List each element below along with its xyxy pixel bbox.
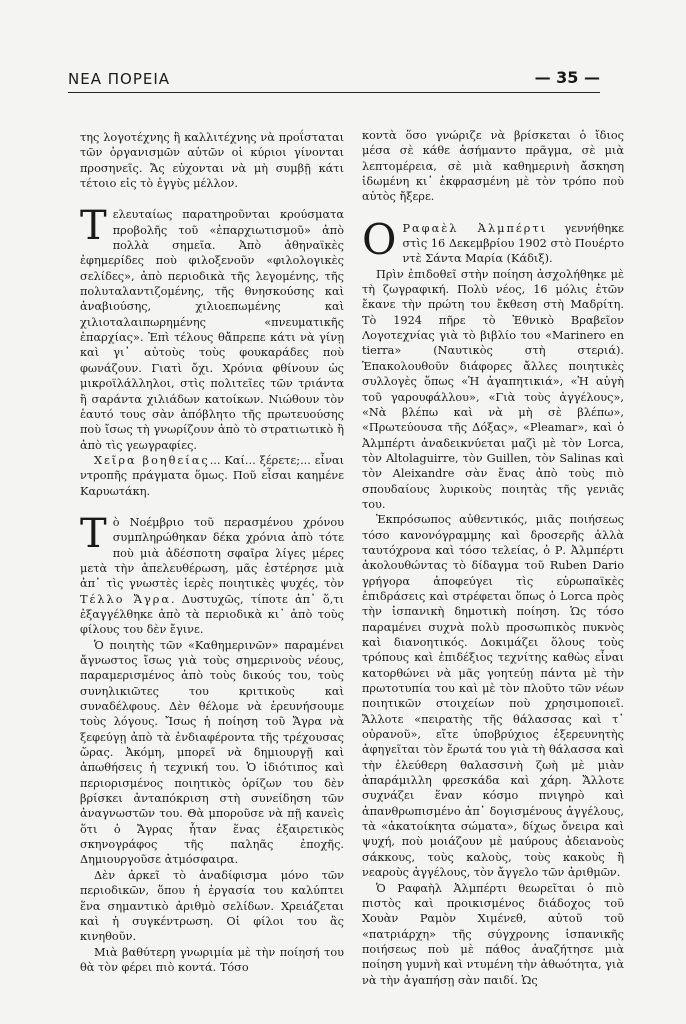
page-header	[68, 64, 600, 92]
spaced-name: Τέλλο Ἄγρα	[80, 592, 172, 606]
journal-title: ΝΕΑ ΠΟΡΕΙΑ	[68, 70, 171, 88]
paragraph	[80, 510, 344, 638]
spaced-name: Ραφαὲλ Ἀλμπέρτι	[402, 221, 548, 235]
paragraph: κοντὰ ὅσο γνώριζε νὰ βρίσκεται ὁ ἴδιος μέσα σὲ κάθε ἀσήμαντο πρᾶγμα, σὲ μιὰ λεπτομέρεια, σὲ μιὰ καθημερινὴ ἄσκηση ἰδωμένη κι᾿ ἐκφρασμένη μὲ τὸν τρόπο ποὺ αὐτὸς ἤξερε.	[362, 129, 624, 204]
spaced-phrase: Χεῖρα βοηθείας	[94, 453, 210, 467]
left-column	[80, 130, 344, 975]
paragraph	[362, 214, 624, 267]
paragraph: Ὁ Ραφαὴλ Ἀλμπέρτι θεωρεῖται ὁ πιὸ πιστὸς καὶ προικισμένος διάδοχος τοῦ Χουὰν Ραμὸν Χιμένεθ, αὐτοῦ τοῦ «πατριάρχη» τῆς σύγχρονης ἱσπανικῆς ποιήσεως ποὺ μὲ πάθος ἀναζήτησε μιὰ ποίηση γυμνὴ καὶ ντυμένη τὴν ἀθωότητα, γιὰ νὰ τὴν ἀγαπήσῃ σὰν παιδί. Ὡς	[362, 881, 624, 987]
paragraph	[80, 203, 344, 453]
paragraph-text: γεννήθηκε στὶς 16 Δεκεμβρίου 1902 στὸ Πουέρτο ντὲ Σάντα Μαρία (Κάδιξ).	[402, 221, 624, 266]
paragraph-text: . Δυστυχῶς, τίποτε ἀπ᾿ ὅ,τι ἐξαγγέλθηκε ἀπὸ τὰ περιοδικὰ κι᾿ ἀπὸ τοὺς φίλους του δὲν ἔγινε.	[80, 592, 344, 637]
drop-cap: Ο	[362, 214, 397, 264]
drop-cap: Τ	[80, 203, 107, 250]
paragraph: της λογοτέχνης ἢ καλλιτέχνης νὰ προΐσταται τῶν ὀργανισμῶν αὐτῶν οἱ κύριοι γίνονται προσηνεῖς. Ἄς εὐχονται νὰ μὴ συμβῇ κάτι τέτοιο εἰς τὸ ἐγγὺς μέλλον.	[80, 131, 344, 191]
paragraph: Ὁ ποιητὴς τῶν «Καθημερινῶν» παραμένει ἄγνωστος ἴσως γιὰ τοὺς σημερινοὺς νέους, παραμερισμένος ἀπὸ τοὺς δικούς του, τοὺς συνηλικιῶτες του κριτικοὺς καὶ συναδέλφους. Δὲν θέλομε νὰ ἐρευνήσουμε τοὺς λόγους. Ἴσως ἡ ποίηση τοῦ Ἄγρα νὰ ξεφεύγῃ ἀπὸ τὰ ἐνδιαφέροντα τῆς τρέχουσας ὥρας. Ἀκόμη, μπορεῖ νὰ δημιουργῇ καὶ ἀπωθήσεις ἡ τεχνική του. Ὁ ἰδιότιπος καὶ περιορισμένος ποιητικὸς ὁρίζων του δὲν βρίσκει ἀνταπόκριση στὴ συνείδηση τῶν ἀναγνωστῶν του. Θὰ μποροῦσε νὰ πῇ κανεὶς ὅτι ὁ Ἄγρας ἦταν ἕνας ἐξαιρετικὸς σκηνογράφος τῆς παληᾶς ἐποχῆς. Δημιουργοῦσε ἀτμόσφαιρα.	[80, 638, 344, 867]
header-rule	[68, 92, 600, 93]
paragraph-text: ὸ Νοέμβριο τοῦ περασμένου χρόνου συμπληρώθηκαν δέκα χρόνια ἀπὸ τότε ποὺ μιὰ ἀδέσποτη σφαῖρα λίγες μέρες μετὰ τὴν ἀπελευθέρωση, μᾶς ἐστέρησε μιὰ ἀπ᾿ τὶς γνωστὲς ἱερὲς ποιητικὲς ψυχές, τὸν	[80, 515, 344, 591]
right-column	[362, 128, 624, 988]
paragraph: Δὲν ἀρκεῖ τὸ ἀναδίφισμα μόνο τῶν περιοδικῶν, ὅπου ἡ ἐργασία του καλύπτει ἕνα σημαντικὸ ἀριθμὸ σελίδων. Χρειάζεται καὶ ἡ συγκέντρωση. Οἱ φίλοι του ἂς κινηθοῦν.	[80, 868, 344, 944]
paragraph: Ἐκπρόσωπος αὐθεντικός, μιᾶς ποιήσεως τόσο κανονόγραμμης καὶ δροσερῆς ἀλλὰ ταυτόχρονα καὶ τόσο τελείας, ὁ Ρ. Ἀλμπέρτι ἀκολουθώντας τὸ δίδαγμα τοῦ Ruben Dario γρήγορα ἀποφεύγει τὶς εὐρωπαϊκὲς ἐπιδράσεις καὶ στρέφεται ὅπως ὁ Lorca πρὸς τὴν ἱσπανικὴ δημοτικὴ ποίηση. Ὡς τόσο παραμένει συχνὰ πολὺ προσωπικὸς πυκνὸς καὶ διανοητικός. Δοκιμάζει ὅλους τοὺς τρόπους καὶ ἐπιδέξιος τεχνίτης καθὼς εἶναι κατορθώνει νὰ μᾶς γοητεύῃ πάντα μὲ τὴν πρωτοτυπία του καὶ μὲ τὸν πλοῦτο τῶν νέων ποιητικῶν στοιχείων ποὺ χρησιμοποιεῖ. Ἄλλοτε «πειρατὴς τῆς θάλασσας καὶ τ᾿ οὐρανοῦ», εἴτε ὑποβρύχιος ἐξερευνητὴς ἀφηγεῖται τὸν ἔρωτά του γιὰ τὴ θάλασσα καὶ τὴν ἐλεύθερη θαλασσινὴ ζωὴ μὲ μιὰν ἀπαράμιλλη φρεσκάδα καὶ χάρη. Ἄλλοτε συχνάζει ἕναν κόσμο πνιγηρὸ καὶ ἀπανθρωπισμένο ἀπ᾿ δογισμένους ἀγγέλους, τὰ «ἀκατοίκητα σώματα», δίχως ὄνειρα καὶ ψυχή, ποὺ μοιάζουν μὲ μαύρους ἀδειανοὺς σάκκους, τοὺς καλοὺς, τοὺς κακοὺς ἢ νεαροὺς ἀγγέλους, τὸν ἄγγελο τῶν ἀριθμῶν.	[362, 513, 624, 880]
paragraph: Μιὰ βαθύτερη γνωριμία μὲ τὴν ποίησή του θὰ τὸν φέρει πιὸ κοντά. Τόσο	[80, 945, 344, 974]
drop-cap: Τ	[80, 510, 107, 557]
paragraph	[80, 453, 344, 499]
paragraph-text: ελευταίως παρατηροῦνται κρούσματα προβολῆς τοῦ «ἐπαρχιωτισμοῦ» ἀπὸ πολλὰ σημεῖα. Ἀπὸ ἀθηναϊκὲς ἐφημερίδες ποὺ φιλοξενοῦν «φιλολογικὲς σελίδες», ἀπὸ περιοδικὰ τῆς λεγομένης, τῆς πολυταλαντιζομένης, τῆς θνησκούσης καὶ ἀναβιούσης, χιλιοεπωμένης καὶ χιλιοταλαιπωρημένης «πνευματικῆς ἐπαρχίας». Ἐπὶ τέλους θἄπρεπε κάτι νὰ γίνῃ καὶ γι᾿ αὐτοὺς τοὺς φουκαράδες ποὺ φωνάζουν. Γιατὶ ὄχι. Χρόνια φθίνουν ὡς μικροϊλάλληλοι, στὶς πολιτεῖες τῶν τριάντα ἢ σαράντα χιλιάδων κατοίκων. Νιώθουν τὸν ἑαυτό τους σὰν ἀπόβλητο τῆς πρωτευούσης ποὺ ἴσως τὴ γνωρίζουν ἀπὸ τὸ στρατιωτικὸ ἢ ἀπὸ τὶς γεωγραφίες.	[80, 208, 344, 452]
page-number: — 35 —	[534, 68, 600, 87]
paragraph: Πρὶν ἐπιδοθεῖ στὴν ποίηση ἀσχολήθηκε μὲ τὴ ζωγραφική. Πολὺ νέος, 16 μόλις ἐτῶν ἔκανε τὴν πρώτη του ἔκθεση στὴ Μαδρίτη. Τὸ 1924 πῆρε τὸ Ἐθνικὸ Βραβεῖον Λογοτεχνίας γιὰ τὸ βιβλίο του «Marinero en tierra» (Ναυτικὸς στὴ στεριά). Ἐπακολουθοῦν διάφορες ἄλλες ποιητικὲς συλλογὲς ὅπως «Ἡ ἀγαπητικιά», «Ἡ αὐγὴ τοῦ γαρουφάλλου», «Γιὰ τοὺς ἀγγέλους», «Νὰ βλέπω καὶ νὰ μὴ σὲ βλέπω», «Πρωτεύουσα τῆς Δόξας», «Pleamar», καὶ ὁ Ἀλμπέρτι ἀναδεικνύεται μαζὶ μὲ τὸν Lorca, τὸν Altolaguirre, τὸν Guillen, τὸν Salinas καὶ τὸν Aleixandre σὰν ἕνας ἀπὸ τοὺς πιὸ σπουδαίους λυρικοὺς ποιητὰς τῆς γενιᾶς του.	[362, 267, 624, 511]
paragraph-text: ... Καί... ξέρετε;... εἶναι ντροπῆς πράγματα ὅμως. Ποῦ εἶσαι καημένε Καρυωτάκη.	[80, 453, 345, 498]
